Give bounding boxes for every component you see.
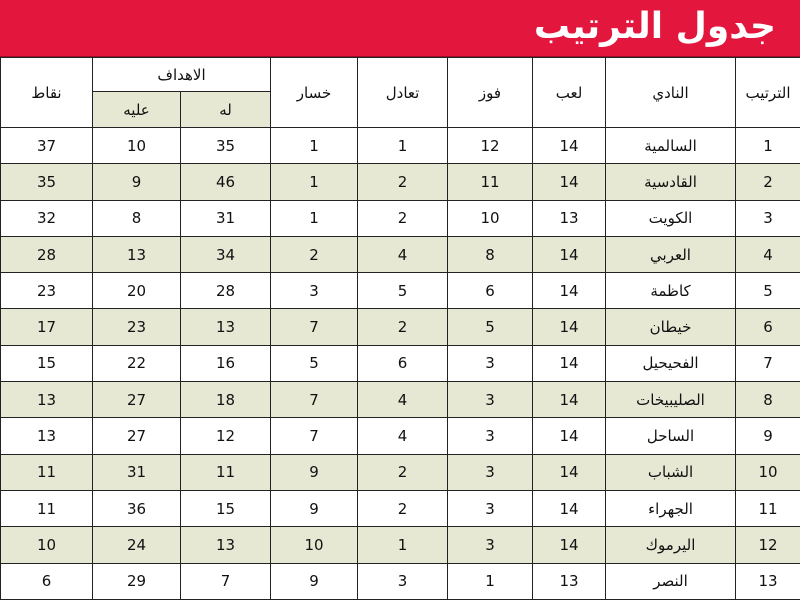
goals-against-cell: 20	[93, 273, 181, 309]
table-row	[1, 418, 800, 454]
table-header-row	[1, 58, 800, 92]
rank-cell: 1	[736, 128, 800, 164]
table-row	[1, 309, 800, 345]
played-cell: 14	[533, 418, 606, 454]
goals-for-cell: 7	[181, 563, 271, 599]
rank-cell: 3	[736, 200, 800, 236]
col-header-goals-for: له	[181, 92, 271, 128]
goals-for-cell: 34	[181, 236, 271, 272]
col-header-rank: الترتيب	[736, 58, 800, 128]
played-cell: 14	[533, 273, 606, 309]
played-cell: 14	[533, 527, 606, 563]
won-cell: 8	[448, 236, 533, 272]
table-row	[1, 236, 800, 272]
club-cell: الجهراء	[606, 490, 736, 526]
goals-for-cell: 16	[181, 345, 271, 381]
goals-against-cell: 13	[93, 236, 181, 272]
goals-against-cell: 27	[93, 418, 181, 454]
won-cell: 6	[448, 273, 533, 309]
lost-cell: 9	[271, 563, 358, 599]
club-cell: خيطان	[606, 309, 736, 345]
standings-body	[1, 128, 800, 600]
won-cell: 12	[448, 128, 533, 164]
drawn-cell: 2	[358, 309, 448, 345]
points-cell: 6	[1, 563, 93, 599]
rank-cell: 12	[736, 527, 800, 563]
lost-cell: 9	[271, 454, 358, 490]
lost-cell: 10	[271, 527, 358, 563]
club-cell: الساحل	[606, 418, 736, 454]
rank-cell: 10	[736, 454, 800, 490]
drawn-cell: 5	[358, 273, 448, 309]
won-cell: 3	[448, 454, 533, 490]
table-row	[1, 345, 800, 381]
points-cell: 32	[1, 200, 93, 236]
points-cell: 13	[1, 382, 93, 418]
rank-cell: 4	[736, 236, 800, 272]
table-row	[1, 200, 800, 236]
points-cell: 35	[1, 164, 93, 200]
title-banner	[0, 0, 800, 57]
rank-cell: 7	[736, 345, 800, 381]
goals-against-cell: 22	[93, 345, 181, 381]
played-cell: 14	[533, 454, 606, 490]
club-cell: اليرموك	[606, 527, 736, 563]
table-row	[1, 490, 800, 526]
standings-table	[0, 57, 800, 600]
lost-cell: 1	[271, 128, 358, 164]
goals-against-cell: 10	[93, 128, 181, 164]
col-header-goals: الاهداف	[93, 58, 271, 92]
col-header-won: فوز	[448, 58, 533, 128]
points-cell: 17	[1, 309, 93, 345]
drawn-cell: 2	[358, 200, 448, 236]
club-cell: الكويت	[606, 200, 736, 236]
points-cell: 13	[1, 418, 93, 454]
won-cell: 10	[448, 200, 533, 236]
goals-for-cell: 11	[181, 454, 271, 490]
points-cell: 37	[1, 128, 93, 164]
rank-cell: 2	[736, 164, 800, 200]
points-cell: 11	[1, 490, 93, 526]
won-cell: 3	[448, 345, 533, 381]
won-cell: 5	[448, 309, 533, 345]
won-cell: 3	[448, 382, 533, 418]
played-cell: 14	[533, 128, 606, 164]
club-cell: القادسية	[606, 164, 736, 200]
played-cell: 14	[533, 490, 606, 526]
club-cell: العربي	[606, 236, 736, 272]
club-cell: الفحيحيل	[606, 345, 736, 381]
goals-against-cell: 31	[93, 454, 181, 490]
goals-for-cell: 12	[181, 418, 271, 454]
table-row	[1, 382, 800, 418]
club-cell: الشباب	[606, 454, 736, 490]
points-cell: 10	[1, 527, 93, 563]
played-cell: 14	[533, 309, 606, 345]
drawn-cell: 1	[358, 128, 448, 164]
played-cell: 14	[533, 382, 606, 418]
points-cell: 15	[1, 345, 93, 381]
table-row	[1, 563, 800, 599]
lost-cell: 2	[271, 236, 358, 272]
drawn-cell: 2	[358, 490, 448, 526]
lost-cell: 7	[271, 309, 358, 345]
lost-cell: 9	[271, 490, 358, 526]
goals-against-cell: 9	[93, 164, 181, 200]
drawn-cell: 4	[358, 418, 448, 454]
goals-against-cell: 29	[93, 563, 181, 599]
club-cell: النصر	[606, 563, 736, 599]
goals-for-cell: 28	[181, 273, 271, 309]
goals-for-cell: 46	[181, 164, 271, 200]
table-row	[1, 128, 800, 164]
club-cell: السالمية	[606, 128, 736, 164]
goals-against-cell: 24	[93, 527, 181, 563]
goals-against-cell: 27	[93, 382, 181, 418]
table-row	[1, 164, 800, 200]
points-cell: 28	[1, 236, 93, 272]
lost-cell: 1	[271, 200, 358, 236]
drawn-cell: 4	[358, 382, 448, 418]
goals-for-cell: 18	[181, 382, 271, 418]
played-cell: 14	[533, 345, 606, 381]
table-row	[1, 454, 800, 490]
club-cell: الصليبيخات	[606, 382, 736, 418]
lost-cell: 7	[271, 382, 358, 418]
drawn-cell: 3	[358, 563, 448, 599]
goals-against-cell: 8	[93, 200, 181, 236]
col-header-goals-against: عليه	[93, 92, 181, 128]
won-cell: 11	[448, 164, 533, 200]
drawn-cell: 2	[358, 164, 448, 200]
rank-cell: 9	[736, 418, 800, 454]
table-row	[1, 527, 800, 563]
played-cell: 13	[533, 200, 606, 236]
points-cell: 11	[1, 454, 93, 490]
page-title: جدول الترتيب	[533, 6, 776, 47]
played-cell: 14	[533, 236, 606, 272]
won-cell: 3	[448, 490, 533, 526]
club-cell: كاظمة	[606, 273, 736, 309]
played-cell: 14	[533, 164, 606, 200]
col-header-club: النادي	[606, 58, 736, 128]
goals-for-cell: 15	[181, 490, 271, 526]
won-cell: 1	[448, 563, 533, 599]
drawn-cell: 1	[358, 527, 448, 563]
goals-for-cell: 31	[181, 200, 271, 236]
col-header-drawn: تعادل	[358, 58, 448, 128]
rank-cell: 8	[736, 382, 800, 418]
rank-cell: 5	[736, 273, 800, 309]
lost-cell: 1	[271, 164, 358, 200]
lost-cell: 5	[271, 345, 358, 381]
won-cell: 3	[448, 527, 533, 563]
rank-cell: 11	[736, 490, 800, 526]
lost-cell: 3	[271, 273, 358, 309]
goals-for-cell: 35	[181, 128, 271, 164]
col-header-played: لعب	[533, 58, 606, 128]
drawn-cell: 2	[358, 454, 448, 490]
points-cell: 23	[1, 273, 93, 309]
col-header-lost: خسار	[271, 58, 358, 128]
goals-against-cell: 23	[93, 309, 181, 345]
goals-for-cell: 13	[181, 527, 271, 563]
col-header-points: نقاط	[1, 58, 93, 128]
rank-cell: 13	[736, 563, 800, 599]
played-cell: 13	[533, 563, 606, 599]
table-row	[1, 273, 800, 309]
lost-cell: 7	[271, 418, 358, 454]
drawn-cell: 6	[358, 345, 448, 381]
drawn-cell: 4	[358, 236, 448, 272]
rank-cell: 6	[736, 309, 800, 345]
goals-against-cell: 36	[93, 490, 181, 526]
goals-for-cell: 13	[181, 309, 271, 345]
won-cell: 3	[448, 418, 533, 454]
